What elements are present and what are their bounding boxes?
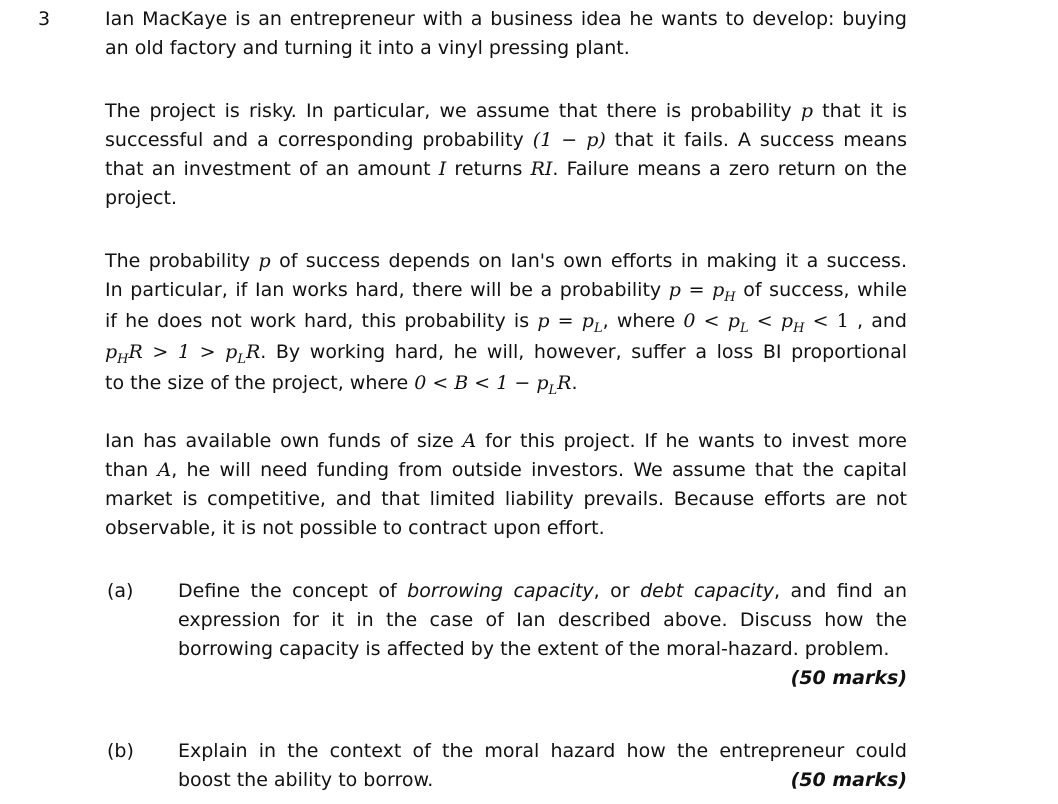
part-a-body: [178, 577, 907, 693]
part-b-label: (b): [107, 740, 134, 762]
text-line: Define the concept of borrowing capacity, or debt capacity, and find an: [178, 580, 907, 602]
text-line: project.: [105, 187, 177, 209]
text-line: Ian has available own funds of size A for this project. If he wants to invest more: [105, 430, 907, 452]
text-line: if he does not work hard, this probability is $p = p_L$, where $0 < p_L < p_H < 1$ , and: [105, 310, 907, 336]
paragraph-risk: [105, 97, 907, 213]
text-line: Explain in the context of the moral hazard how the entrepreneur could: [178, 740, 907, 762]
question-number: 3: [38, 8, 51, 30]
math-RI: RI: [530, 158, 553, 180]
text-line: boost the ability to borrow. (50 marks): [178, 766, 907, 795]
math-one-minus-p: (1 − p): [532, 129, 606, 151]
text-line: market is competitive, and that limited liability prevails. Because efforts are not: [105, 488, 907, 510]
part-a-marks: (50 marks): [790, 667, 907, 689]
text-line: In particular, if Ian works hard, there will be a probability $p = p_H$ of success, while: [105, 279, 907, 305]
text-line: borrowing capacity is affected by the extent of the moral-hazard. problem.: [178, 638, 890, 660]
paragraph-effort: [105, 247, 907, 400]
text-line: The probability p of success depends on Ian's own efforts in making it a success.: [105, 250, 907, 272]
text-line: an old factory and turning it into a vinyl pressing plant.: [105, 37, 630, 59]
text-line: $p_HR > 1 > p_LR$. By working hard, he will, however, suffer a loss BI proportional: [105, 341, 907, 367]
text-line: Ian MacKaye is an entrepreneur with a business idea he wants to develop: buying: [105, 8, 907, 30]
paragraph-intro: [105, 5, 907, 63]
math-A: A: [462, 430, 477, 452]
text-line: that an investment of an amount I returns RI. Failure means a zero return on the: [105, 158, 907, 180]
paragraph-funding: [105, 427, 907, 543]
math-I: I: [438, 158, 447, 180]
math-p: p: [800, 100, 813, 122]
text-line: The project is risky. In particular, we assume that there is probability p that it is: [105, 100, 907, 122]
part-b-body: [178, 737, 907, 795]
text-line: expression for it in the case of Ian described above. Discuss how the: [178, 609, 907, 631]
part-a-label: (a): [107, 580, 134, 602]
part-b-marks: (50 marks): [790, 769, 907, 791]
text-line: successful and a corresponding probability (1 − p) that it fails. A success means: [105, 129, 907, 151]
text-line: than A, he will need funding from outside investors. We assume that the capital: [105, 459, 907, 481]
text-line: observable, it is not possible to contract upon effort.: [105, 517, 605, 539]
text-line: to the size of the project, where $0 < B < 1 - p_LR$.: [105, 372, 578, 398]
